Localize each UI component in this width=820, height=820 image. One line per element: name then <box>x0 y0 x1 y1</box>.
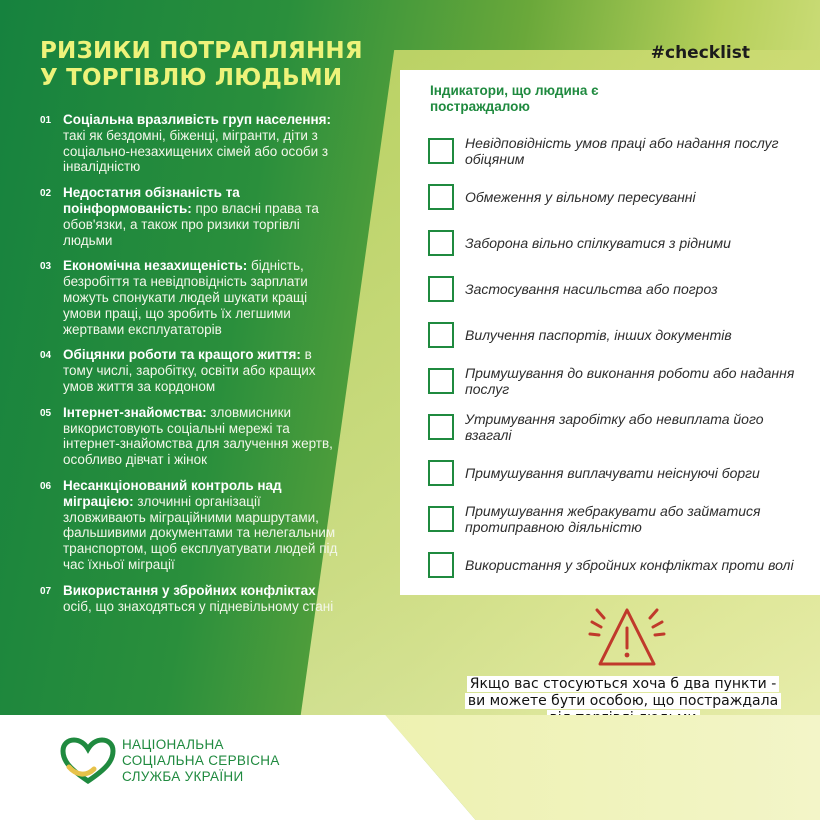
checkbox[interactable] <box>428 276 454 302</box>
checkbox[interactable] <box>428 414 454 440</box>
page-title <box>40 38 363 92</box>
checklist-item <box>428 358 808 404</box>
risk-heading: Обіцянки роботи та кращого життя: <box>63 347 301 363</box>
checklist-item <box>428 220 808 266</box>
checklist-item <box>428 174 808 220</box>
hashtag-label: #checklist <box>650 43 750 63</box>
risk-heading: Інтернет-знайомства: <box>63 404 207 420</box>
heart-logo-icon <box>60 737 116 785</box>
risk-number: 07 <box>40 585 52 597</box>
org-name-line-2: СОЦІАЛЬНА СЕРВІСНА <box>122 753 280 768</box>
title-line-2: У ТОРГІВЛЮ ЛЮДЬМИ <box>40 65 343 91</box>
risk-heading: Економічна незахищеність: <box>63 258 248 274</box>
risk-number: 04 <box>40 350 52 362</box>
indicators-checklist <box>428 128 808 588</box>
checklist-label: Утримування заробітку або невиплата його взагалі <box>465 410 764 443</box>
checklist-label: Обмеження у вільному пересуванні <box>465 188 696 205</box>
risk-item <box>40 258 345 337</box>
checklist-label: Примушування виплачувати неіснуючі борги <box>465 464 760 481</box>
risk-item <box>40 583 345 615</box>
risk-list <box>40 112 345 624</box>
checklist-item <box>428 312 808 358</box>
warning-triangle-icon <box>588 600 666 672</box>
checklist-item <box>428 496 808 542</box>
checklist-item <box>428 128 808 174</box>
risk-description: про власні права та обов'язки, а також про ризики торгівлі людьми <box>63 200 319 248</box>
risk-description: такі як бездомні, біженці, мігранти, діти з соціально-незахищених сімей або особи з інвалідністю <box>63 127 329 175</box>
organization-name <box>122 737 280 785</box>
risk-heading: Використання у збройних конфліктах <box>63 582 316 598</box>
risk-description: зловмисники використовують соціальні мережі та інтернет-знайомства для залучення жертв, особливо дівчат і жінок <box>63 404 333 468</box>
org-name-line-1: НАЦІОНАЛЬНА <box>122 737 224 752</box>
checkbox[interactable] <box>428 552 454 578</box>
risk-heading: Недостатня обізнаність та поінформованість: <box>63 185 240 216</box>
risk-description: бідність, безробіття та невідповідність зарплати можуть спонукати людей шукати кращі умови праці, що зробить їх легшими жертвами експлуататорів <box>63 258 308 337</box>
indicators-title: Індикатори, що людина є постраждалою <box>430 83 599 114</box>
checkbox[interactable] <box>428 322 454 348</box>
risk-description: в тому числі, заробітку, освіти або кращих умов життя за кордоном <box>63 347 316 394</box>
checklist-label: Застосування насильства або погроз <box>465 280 718 297</box>
risk-number: 05 <box>40 407 52 419</box>
org-name-line-3: СЛУЖБА УКРАЇНИ <box>122 769 244 784</box>
checklist-label: Примушування жебракувати або займатися протиправною діяльністю <box>465 502 761 535</box>
checklist-label: Примушування до виконання роботи або надання послуг <box>465 364 795 397</box>
checkbox[interactable] <box>428 368 454 394</box>
checkbox[interactable] <box>428 138 454 164</box>
checklist-item <box>428 450 808 496</box>
risk-number: 01 <box>40 115 52 126</box>
risk-number: 06 <box>40 480 52 492</box>
risk-item <box>40 478 345 573</box>
risk-number: 03 <box>40 261 52 273</box>
risk-heading: Соціальна вразливість груп населення: <box>63 112 332 127</box>
warning-note-text: Якщо вас стосуються хоча б два пункти - ви можете бути особою, що постраждала <box>465 676 781 726</box>
checklist-item <box>428 542 808 588</box>
checklist-label: Невідповідність умов праці або надання послуг обіцяним <box>465 134 779 167</box>
checklist-item <box>428 266 808 312</box>
title-line-1: РИЗИКИ ПОТРАПЛЯННЯ <box>40 38 363 64</box>
risk-heading: Несанкціонований контроль над міграцією: <box>63 477 282 509</box>
risk-item <box>40 347 345 394</box>
checklist-label: Використання у збройних конфліктах проти волі <box>465 556 794 573</box>
checkbox[interactable] <box>428 230 454 256</box>
risk-item <box>40 185 345 248</box>
checklist-item <box>428 404 808 450</box>
risk-item <box>40 405 345 468</box>
risk-item <box>40 112 345 175</box>
checklist-label: Вилучення паспортів, інших документів <box>465 326 732 343</box>
indicators-card <box>400 70 820 595</box>
checkbox[interactable] <box>428 184 454 210</box>
risk-description: злочинні організації зловживають міграційними маршрутами, фальшивими документами та нелегальним транспортом, щоб експлуатувати людей під час їхньої міграції <box>63 493 338 572</box>
checkbox[interactable] <box>428 460 454 486</box>
checkbox[interactable] <box>428 506 454 532</box>
checklist-label: Заборона вільно спілкуватися з рідними <box>465 234 731 251</box>
risk-description: осіб, що знаходяться у підневільному стані <box>63 598 334 614</box>
risk-number: 02 <box>40 188 52 200</box>
